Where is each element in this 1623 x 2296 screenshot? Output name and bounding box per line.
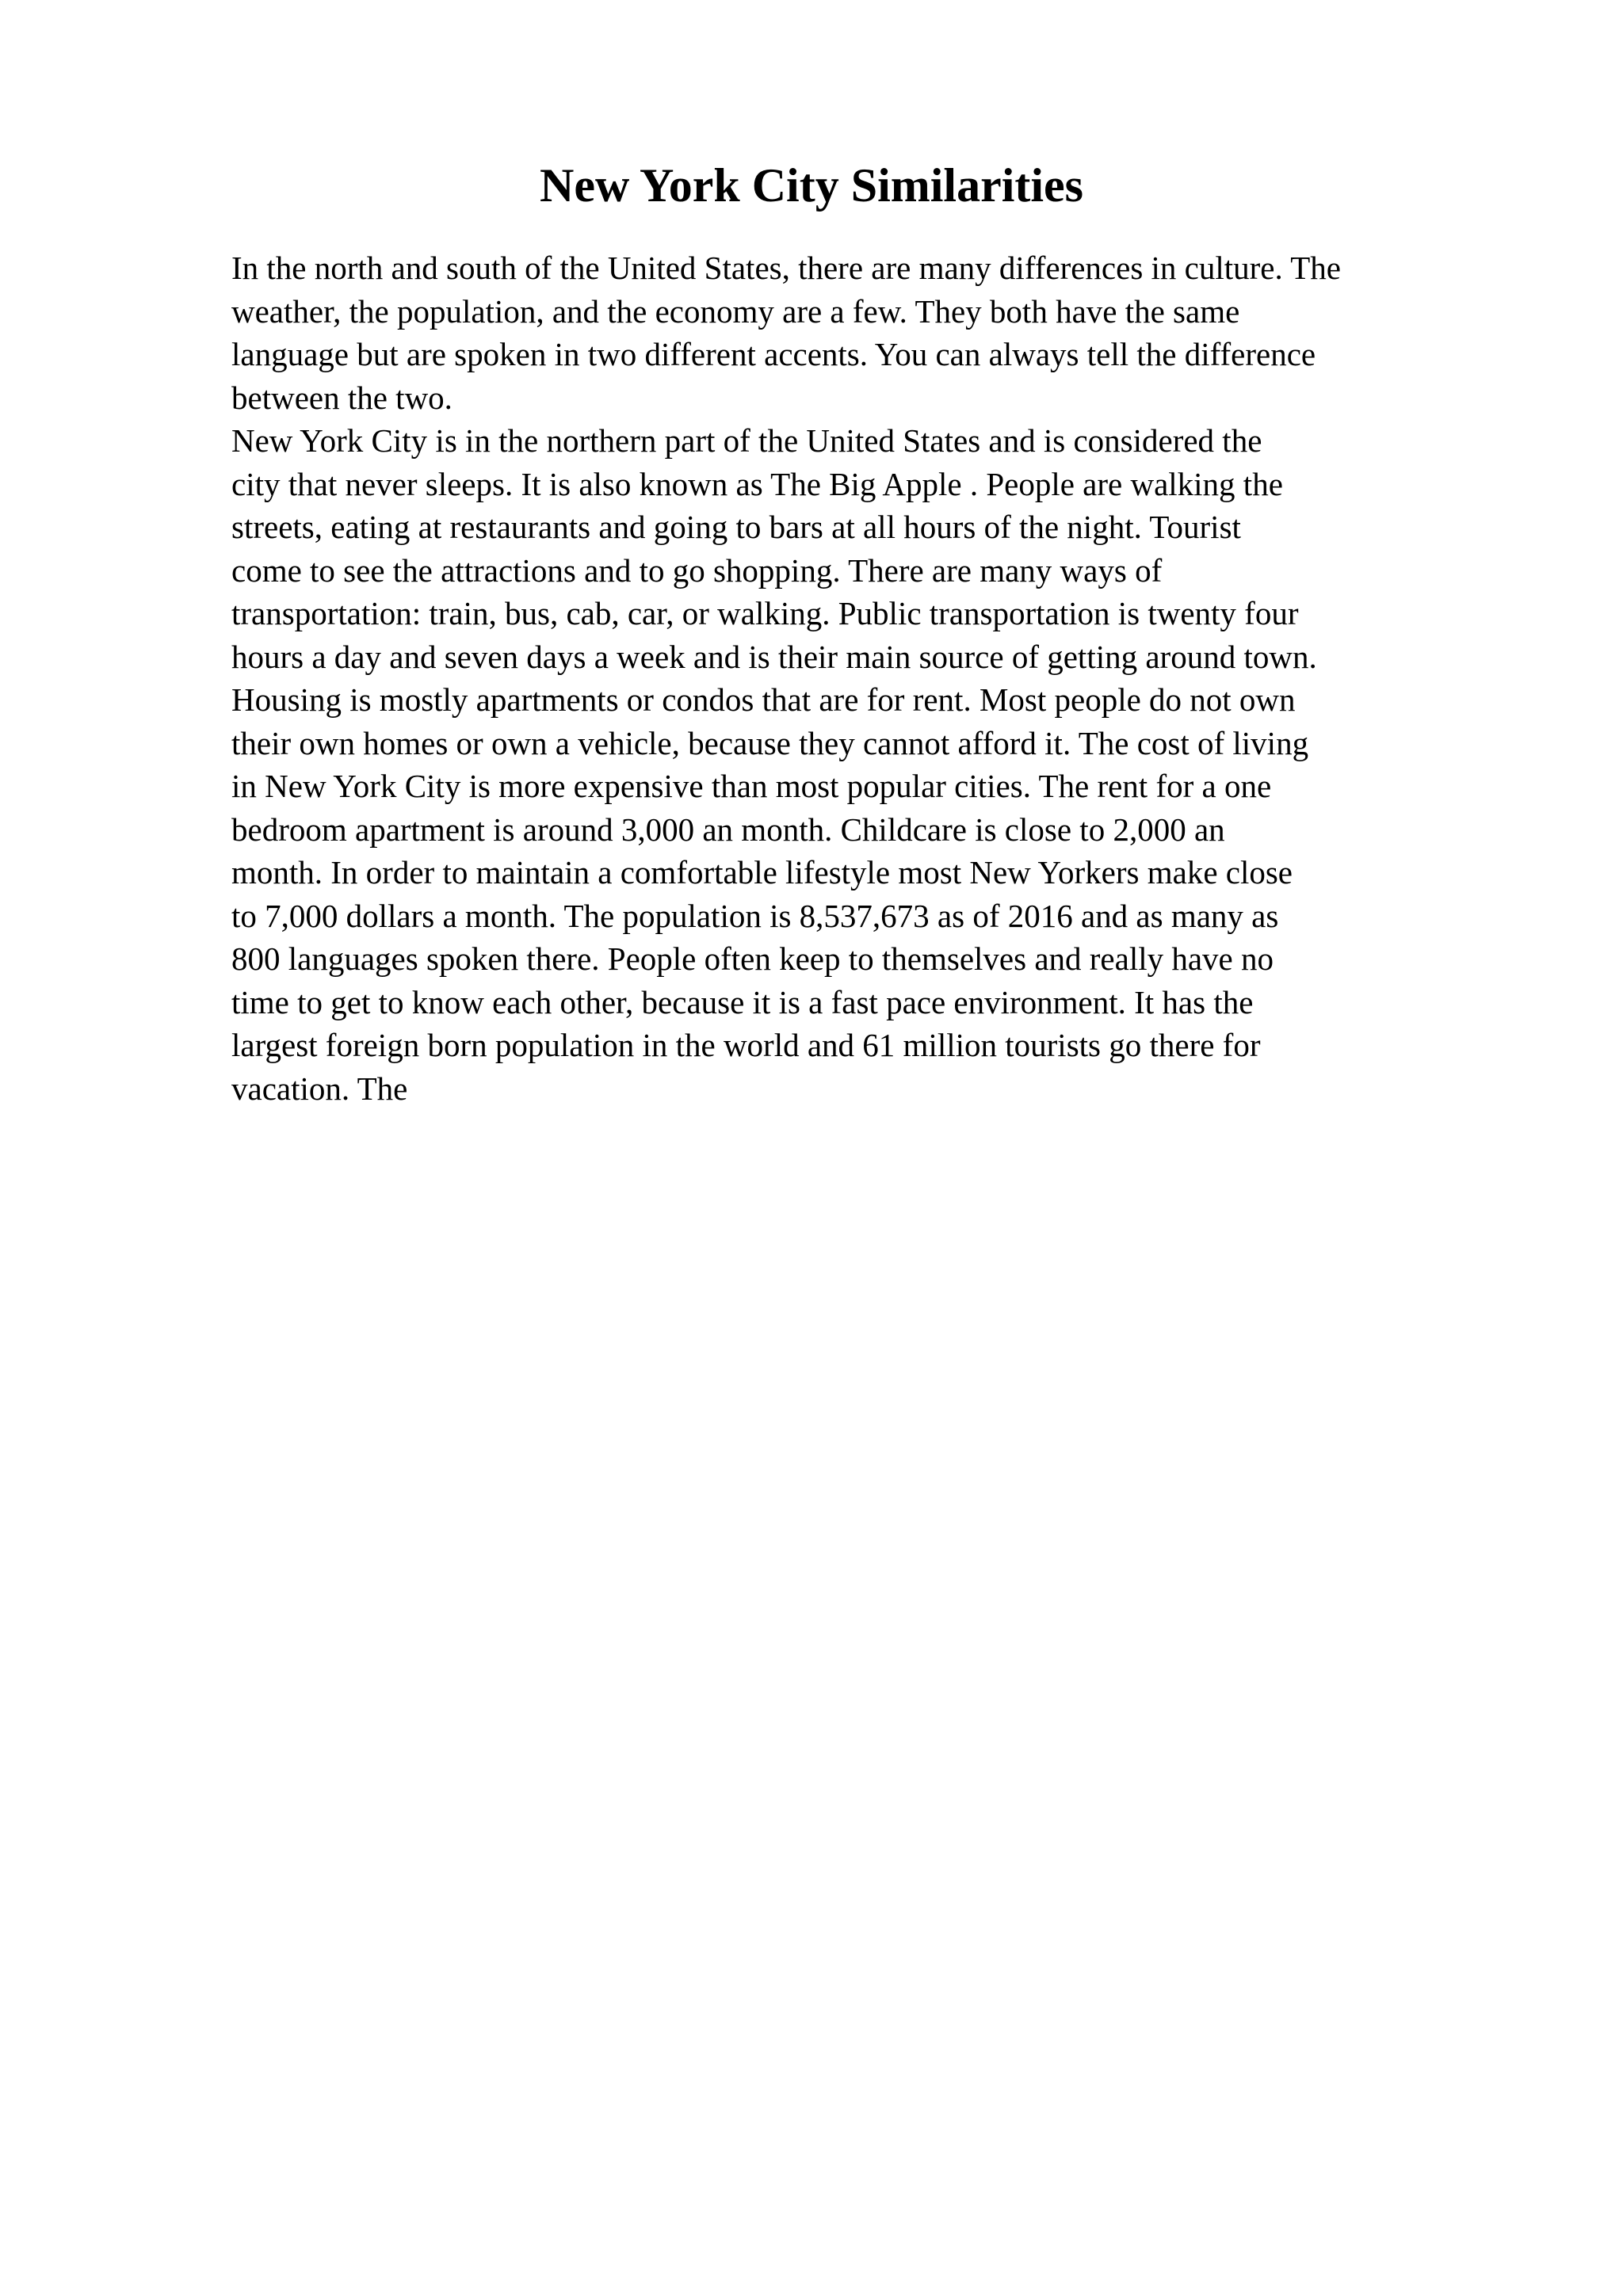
text-line: streets, eating at restaurants and going to bars at all hours of the night. Tourist (231, 509, 1241, 545)
text-line: largest foreign born population in the world and 61 million tourists go there for (231, 1027, 1261, 1063)
text-line: their own homes or own a vehicle, because they cannot afford it. The cost of living (231, 724, 1309, 761)
text-line: between the two. (231, 379, 453, 416)
text-line: language but are spoken in two different accents. You can always tell the difference (231, 336, 1316, 372)
text-line: come to see the attractions and to go shopping. There are many ways of (231, 551, 1163, 589)
text-line: 800 languages spoken there. People often keep to themselves and really have no (231, 940, 1274, 977)
text-line: In the north and south of the United States, there are many differences in culture. The (231, 250, 1342, 286)
text-line: weather, the population, and the economy are a few. They both have the same (231, 292, 1240, 330)
document-title: New York City Similarities (539, 159, 1083, 212)
text-line: city that never sleeps. It is also known as The Big Apple . People are walking the (231, 465, 1283, 502)
text-line: month. In order to maintain a comfortable lifestyle most New Yorkers make close (231, 854, 1293, 891)
text-line: to 7,000 dollars a month. The population is 8,537,673 as of 2016 and as many as (231, 897, 1279, 934)
text-line: vacation. The (231, 1070, 408, 1107)
text-line: hours a day and seven days a week and is their main source of getting around town. (231, 638, 1317, 675)
text-line: New York City is in the northern part of the United States and is considered the (231, 422, 1262, 459)
text-line: bedroom apartment is around 3,000 an month. Childcare is close to 2,000 an (231, 810, 1225, 848)
text-line: Housing is mostly apartments or condos that are for rent. Most people do not own (231, 681, 1296, 718)
document-body (231, 246, 1547, 1110)
text-line: time to get to know each other, because it is a fast pace environment. It has the (231, 983, 1254, 1020)
text-line: transportation: train, bus, cab, car, or walking. Public transportation is twenty four (231, 595, 1299, 631)
text-line: in New York City is more expensive than most popular cities. The rent for a one (231, 768, 1272, 804)
